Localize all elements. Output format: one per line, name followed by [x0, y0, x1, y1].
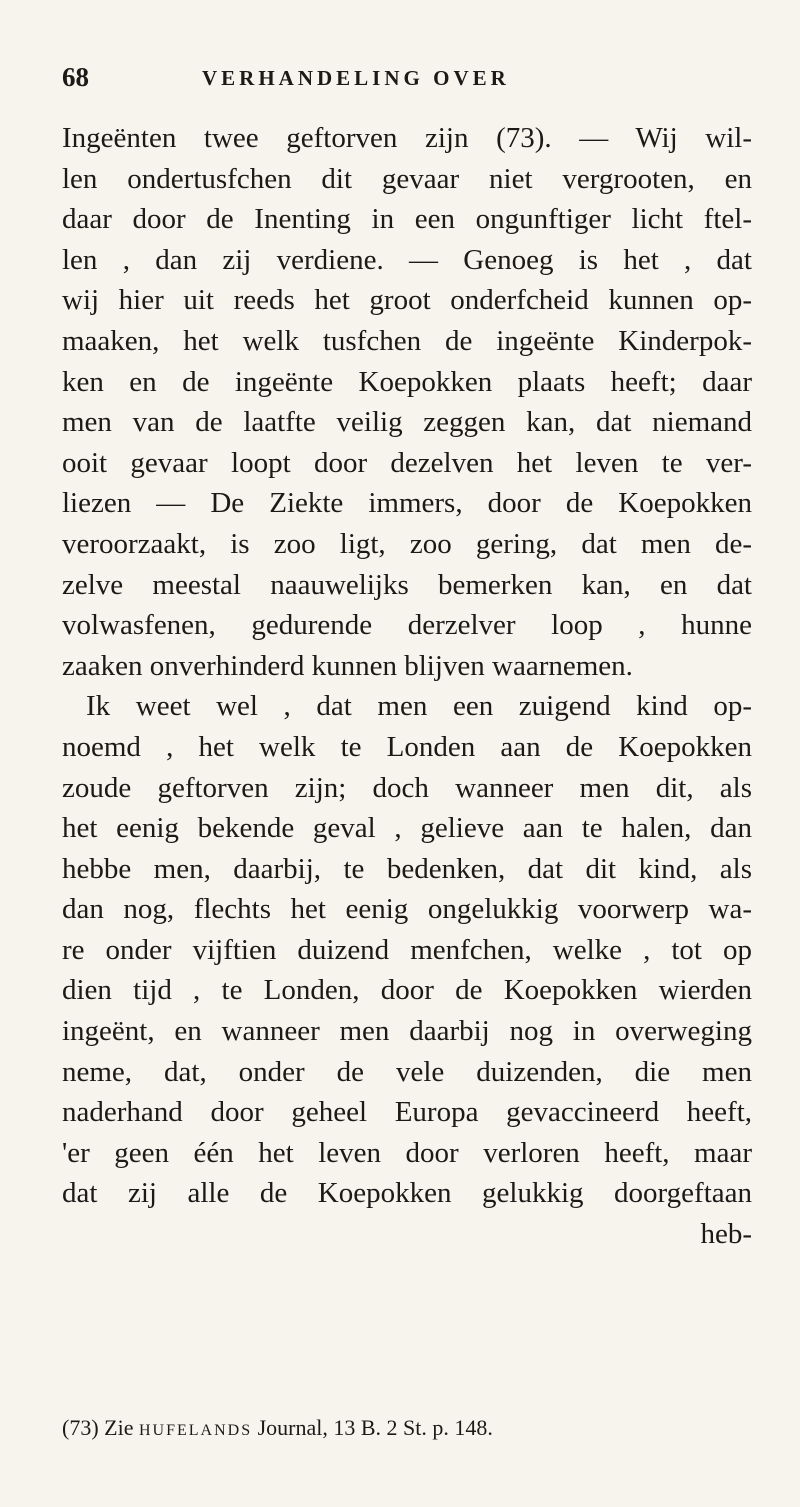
text-line: Ingeënten twee geftorven zijn (73). — Wij wil-	[62, 122, 752, 154]
footnote-lead: Zie	[104, 1415, 134, 1440]
text-line: len ondertusfchen dit gevaar niet vergrooten, en	[62, 162, 752, 195]
text-line: neme, dat, onder de vele duizenden, die men	[62, 1055, 752, 1088]
running-head	[62, 62, 782, 102]
text-line: Ik weet wel , dat men een zuigend kind op-	[86, 690, 752, 723]
text-line: naderhand door geheel Europa gevaccineerd heeft,	[62, 1096, 752, 1129]
catchword: heb-	[700, 1218, 752, 1251]
text-line: re onder vijftien duizend menfchen, welke , tot op	[62, 933, 752, 966]
text-line: dien tijd , te Londen, door de Koepokken wierden	[62, 974, 752, 1007]
text-line: veroorzaakt, is zoo ligt, zoo gering, dat men de-	[62, 527, 752, 560]
text-line: volwasfenen, gedurende derzelver loop , hunne	[62, 609, 752, 642]
text-line: het eenig bekende geval , gelieve aan te halen, dan	[62, 812, 752, 845]
body-text	[62, 118, 752, 1255]
text-line: maaken, het welk tusfchen de ingeënte Kinderpok-	[62, 324, 752, 357]
page-number: 68	[62, 62, 89, 92]
text-line: liezen — De Ziekte immers, door de Koepokken	[62, 487, 752, 520]
text-line: daar door de Inenting in een ongunftiger licht ftel-	[62, 203, 752, 236]
footnote	[62, 1415, 752, 1441]
text-line: zoude geftorven zijn; doch wanneer men dit, als	[62, 771, 752, 804]
text-line: dat zij alle de Koepokken gelukkig doorgeftaan	[62, 1177, 752, 1210]
text-line: 'er geen één het leven door verloren heeft, maar	[62, 1136, 752, 1169]
text-line: men van de laatfte veilig zeggen kan, dat niemand	[62, 406, 752, 439]
text-line: ken en de ingeënte Koepokken plaats heeft; daar	[62, 365, 752, 398]
text-line: ingeënt, en wanneer men daarbij nog in overweging	[62, 1015, 752, 1048]
text-line: wij hier uit reeds het groot onderfcheid kunnen op-	[62, 284, 752, 317]
text-line: zelve meestal naauwelijks bemerken kan, en dat	[62, 568, 752, 601]
footnote-marker: (73)	[62, 1415, 99, 1440]
text-line: dan nog, flechts het eenig ongelukkig voorwerp wa-	[62, 893, 752, 926]
text-line: len , dan zij verdiene. — Genoeg is het , dat	[62, 243, 752, 276]
footnote-citation: Journal, 13 B. 2 St. p. 148.	[257, 1415, 493, 1440]
text-line: ooit gevaar loopt door dezelven het leven te ver-	[62, 446, 752, 479]
text-line: hebbe men, daarbij, te bedenken, dat dit kind, als	[62, 852, 752, 885]
text-line: noemd , het welk te Londen aan de Koepokken	[62, 730, 752, 763]
running-title: VERHANDELING OVER	[202, 66, 510, 90]
text-line: zaaken onverhinderd kunnen blijven waarnemen.	[62, 649, 633, 682]
footnote-author: HUFELANDS	[138, 1422, 253, 1439]
